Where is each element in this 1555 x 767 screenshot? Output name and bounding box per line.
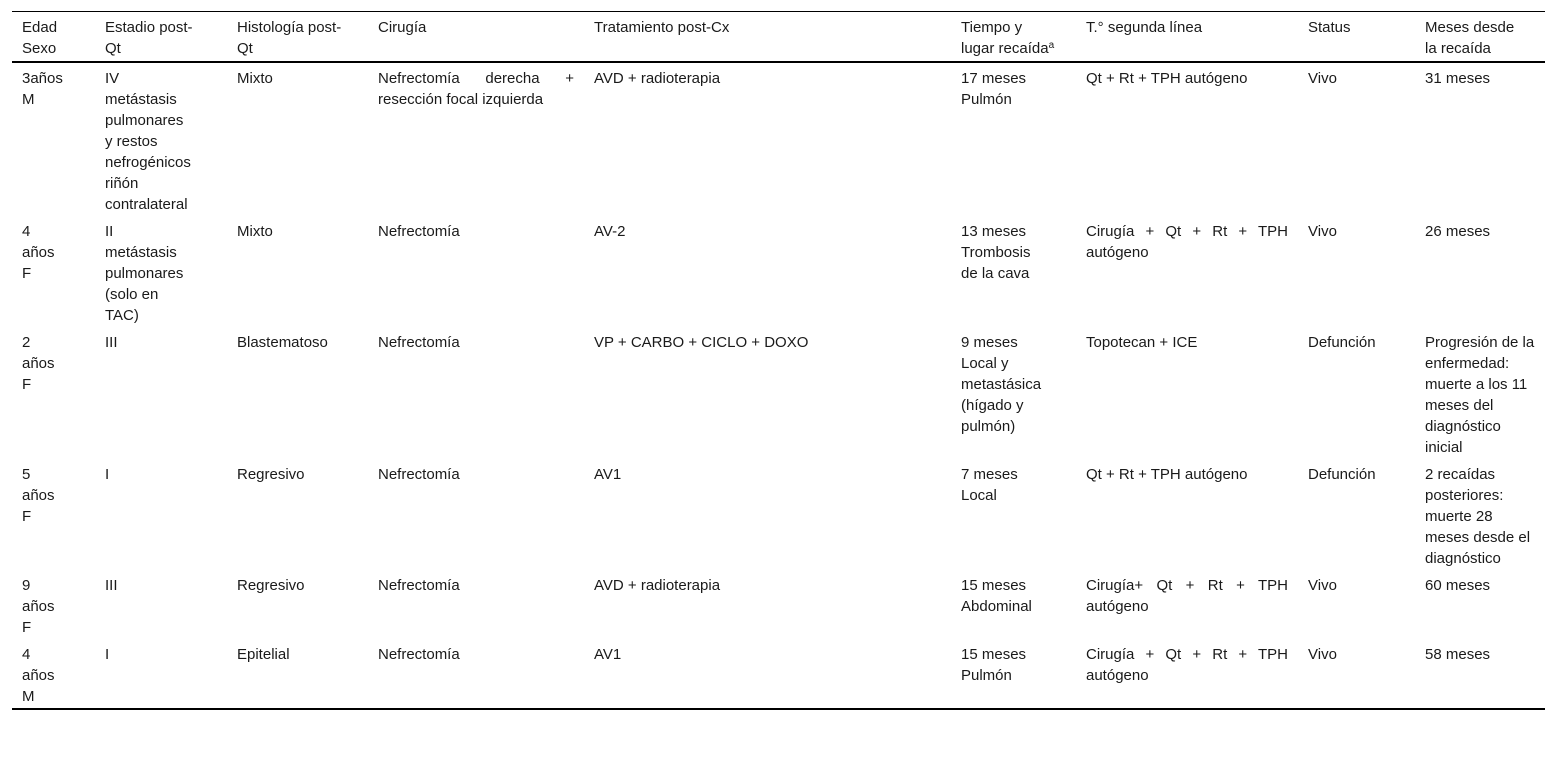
col-cirugia-header (368, 12, 584, 63)
col-cirugia-cell: Nefrectomía derecha + resección focal izquierda (378, 70, 574, 108)
col-estadio-cell (95, 459, 227, 570)
cell-line: (hígado y (961, 397, 1024, 414)
col-edad-sexo-header (12, 12, 95, 63)
col-segunda-linea-cell: Topotecan + ICE (1086, 334, 1198, 351)
table-row (12, 62, 1545, 216)
cell-line: nefrogénicos (105, 154, 191, 171)
cell-line: (solo en (105, 286, 159, 303)
col-recaida-cell (951, 570, 1076, 639)
cell-line: Pulmón (961, 91, 1012, 108)
col-edad-sexo-cell (12, 327, 95, 459)
cell-line: de la cava (961, 265, 1030, 282)
col-tratamiento-cell: AVD + radioterapia (594, 577, 721, 594)
header-text: T.° segunda línea (1086, 19, 1203, 36)
col-edad-sexo-cell (12, 62, 95, 216)
cell-line: años (22, 667, 55, 684)
cell-line: riñón (105, 175, 139, 192)
col-histologia-cell: Regresivo (237, 577, 305, 594)
col-histologia-cell: Mixto (237, 70, 273, 87)
col-segunda-linea-cell: Cirugía + Qt + Rt + TPH autógeno (1086, 223, 1288, 261)
relapse-table-container (12, 11, 1545, 710)
col-cirugia-cell: Nefrectomía (378, 466, 460, 483)
col-tratamiento-header (584, 12, 951, 63)
col-tratamiento-cell: AV-2 (594, 223, 626, 240)
header-text: Tiempo y (961, 19, 1023, 36)
col-histologia-cell: Epitelial (237, 646, 290, 663)
col-edad-sexo-cell (12, 639, 95, 709)
col-meses-cell: 58 meses (1425, 646, 1491, 663)
table-row (12, 216, 1545, 327)
col-edad-sexo-cell (12, 216, 95, 327)
cell-line: 7 meses (961, 466, 1018, 483)
col-recaida-cell (951, 459, 1076, 570)
cell-line: años (22, 244, 55, 261)
col-cirugia-cell: Nefrectomía (378, 334, 460, 351)
cell-line: 5 (22, 466, 31, 483)
cell-line: 3años (22, 70, 63, 87)
cell-line: Pulmón (961, 667, 1012, 684)
col-histologia-cell: Mixto (237, 223, 273, 240)
cell-line: M (22, 91, 35, 108)
cell-line: IV (105, 70, 120, 87)
col-status-header (1298, 12, 1415, 63)
footnote-mark: a (1048, 40, 1055, 51)
col-status-cell: Vivo (1308, 223, 1337, 240)
header-text: Edad (22, 19, 58, 36)
cell-line: Abdominal (961, 598, 1032, 615)
col-segunda-linea-cell: Qt + Rt + TPH autógeno (1086, 70, 1248, 87)
col-status-cell: Vivo (1308, 577, 1337, 594)
header-text: la recaída (1425, 40, 1491, 57)
col-tratamiento-cell: AV1 (594, 466, 622, 483)
col-estadio-cell (95, 216, 227, 327)
col-segunda-linea-cell: Cirugía+ Qt + Rt + TPH autógeno (1086, 577, 1288, 615)
col-status-cell: Vivo (1308, 70, 1337, 87)
col-meses-header (1415, 12, 1545, 63)
cell-line: F (22, 376, 32, 393)
cell-line: III (105, 334, 118, 351)
cell-line: 15 meses (961, 646, 1027, 663)
cell-line: 4 (22, 646, 31, 663)
header-text: Qt (237, 40, 253, 57)
col-edad-sexo-cell (12, 570, 95, 639)
col-histologia-cell: Blastematoso (237, 334, 328, 351)
col-cirugia-cell: Nefrectomía (378, 646, 460, 663)
cell-line: II (105, 223, 114, 240)
col-tratamiento-cell: AVD + radioterapia (594, 70, 721, 87)
col-recaida-header (951, 12, 1076, 63)
col-meses-cell: Progresión de la enfermedad: muerte a los 11 meses del diagnóstico inicial (1425, 334, 1535, 456)
col-meses-cell: 60 meses (1425, 577, 1491, 594)
cell-line: F (22, 508, 32, 525)
header-text: Status (1308, 19, 1351, 36)
cell-line: pulmón) (961, 418, 1016, 435)
header-text: Qt (105, 40, 121, 57)
cell-line: F (22, 619, 32, 636)
col-meses-cell: 31 meses (1425, 70, 1491, 87)
col-estadio-header (95, 12, 227, 63)
relapse-table (12, 11, 1545, 710)
cell-line: metástasis (105, 91, 177, 108)
cell-line: 9 (22, 577, 31, 594)
cell-line: años (22, 598, 55, 615)
header-text: Meses desde (1425, 19, 1515, 36)
table-body (12, 62, 1545, 709)
col-status-cell: Vivo (1308, 646, 1337, 663)
col-recaida-cell (951, 327, 1076, 459)
col-recaida-cell (951, 639, 1076, 709)
col-estadio-cell (95, 62, 227, 216)
cell-line: y restos (105, 133, 158, 150)
col-histologia-header (227, 12, 368, 63)
table-row (12, 570, 1545, 639)
header-text: Estadio post- (105, 19, 193, 36)
table-row (12, 459, 1545, 570)
cell-line: 4 (22, 223, 31, 240)
cell-line: años (22, 487, 55, 504)
table-row (12, 327, 1545, 459)
cell-line: I (105, 466, 110, 483)
col-cirugia-cell: Nefrectomía (378, 577, 460, 594)
col-meses-cell: 2 recaídas posteriores: muerte 28 meses desde el diagnóstico (1425, 466, 1531, 567)
col-recaida-cell (951, 62, 1076, 216)
header-text: Cirugía (378, 19, 427, 36)
cell-line: 9 meses (961, 334, 1018, 351)
cell-line: años (22, 355, 55, 372)
col-recaida-cell (951, 216, 1076, 327)
header-text: Sexo (22, 40, 57, 57)
header-text: lugar recaída (961, 40, 1049, 57)
col-tratamiento-cell: VP + CARBO + CICLO + DOXO (594, 334, 809, 351)
cell-line: Local (961, 487, 997, 504)
col-estadio-cell (95, 570, 227, 639)
cell-line: F (22, 265, 32, 282)
cell-line: metastásica (961, 376, 1042, 393)
header-text: Tratamiento post-Cx (594, 19, 730, 36)
cell-line: 15 meses (961, 577, 1027, 594)
col-tratamiento-cell: AV1 (594, 646, 622, 663)
col-segunda-linea-cell: Cirugía + Qt + Rt + TPH autógeno (1086, 646, 1288, 684)
col-status-cell: Defunción (1308, 466, 1376, 483)
col-cirugia-cell: Nefrectomía (378, 223, 460, 240)
col-histologia-cell: Regresivo (237, 466, 305, 483)
cell-line: I (105, 646, 110, 663)
col-status-cell: Defunción (1308, 334, 1376, 351)
cell-line: 2 (22, 334, 31, 351)
col-estadio-cell (95, 639, 227, 709)
cell-line: metástasis (105, 244, 177, 261)
cell-line: M (22, 688, 35, 705)
cell-line: Trombosis (961, 244, 1031, 261)
col-estadio-cell (95, 327, 227, 459)
cell-line: pulmonares (105, 265, 184, 282)
header-text: Histología post- (237, 19, 342, 36)
col-edad-sexo-cell (12, 459, 95, 570)
cell-line: Local y (961, 355, 1009, 372)
col-meses-cell: 26 meses (1425, 223, 1491, 240)
cell-line: 13 meses (961, 223, 1027, 240)
cell-line: pulmonares (105, 112, 184, 129)
table-header-row (12, 12, 1545, 63)
cell-line: contralateral (105, 196, 188, 213)
table-row (12, 639, 1545, 709)
cell-line: 17 meses (961, 70, 1027, 87)
cell-line: TAC) (105, 307, 139, 324)
cell-line: III (105, 577, 118, 594)
col-segunda-linea-header (1076, 12, 1298, 63)
col-segunda-linea-cell: Qt + Rt + TPH autógeno (1086, 466, 1248, 483)
